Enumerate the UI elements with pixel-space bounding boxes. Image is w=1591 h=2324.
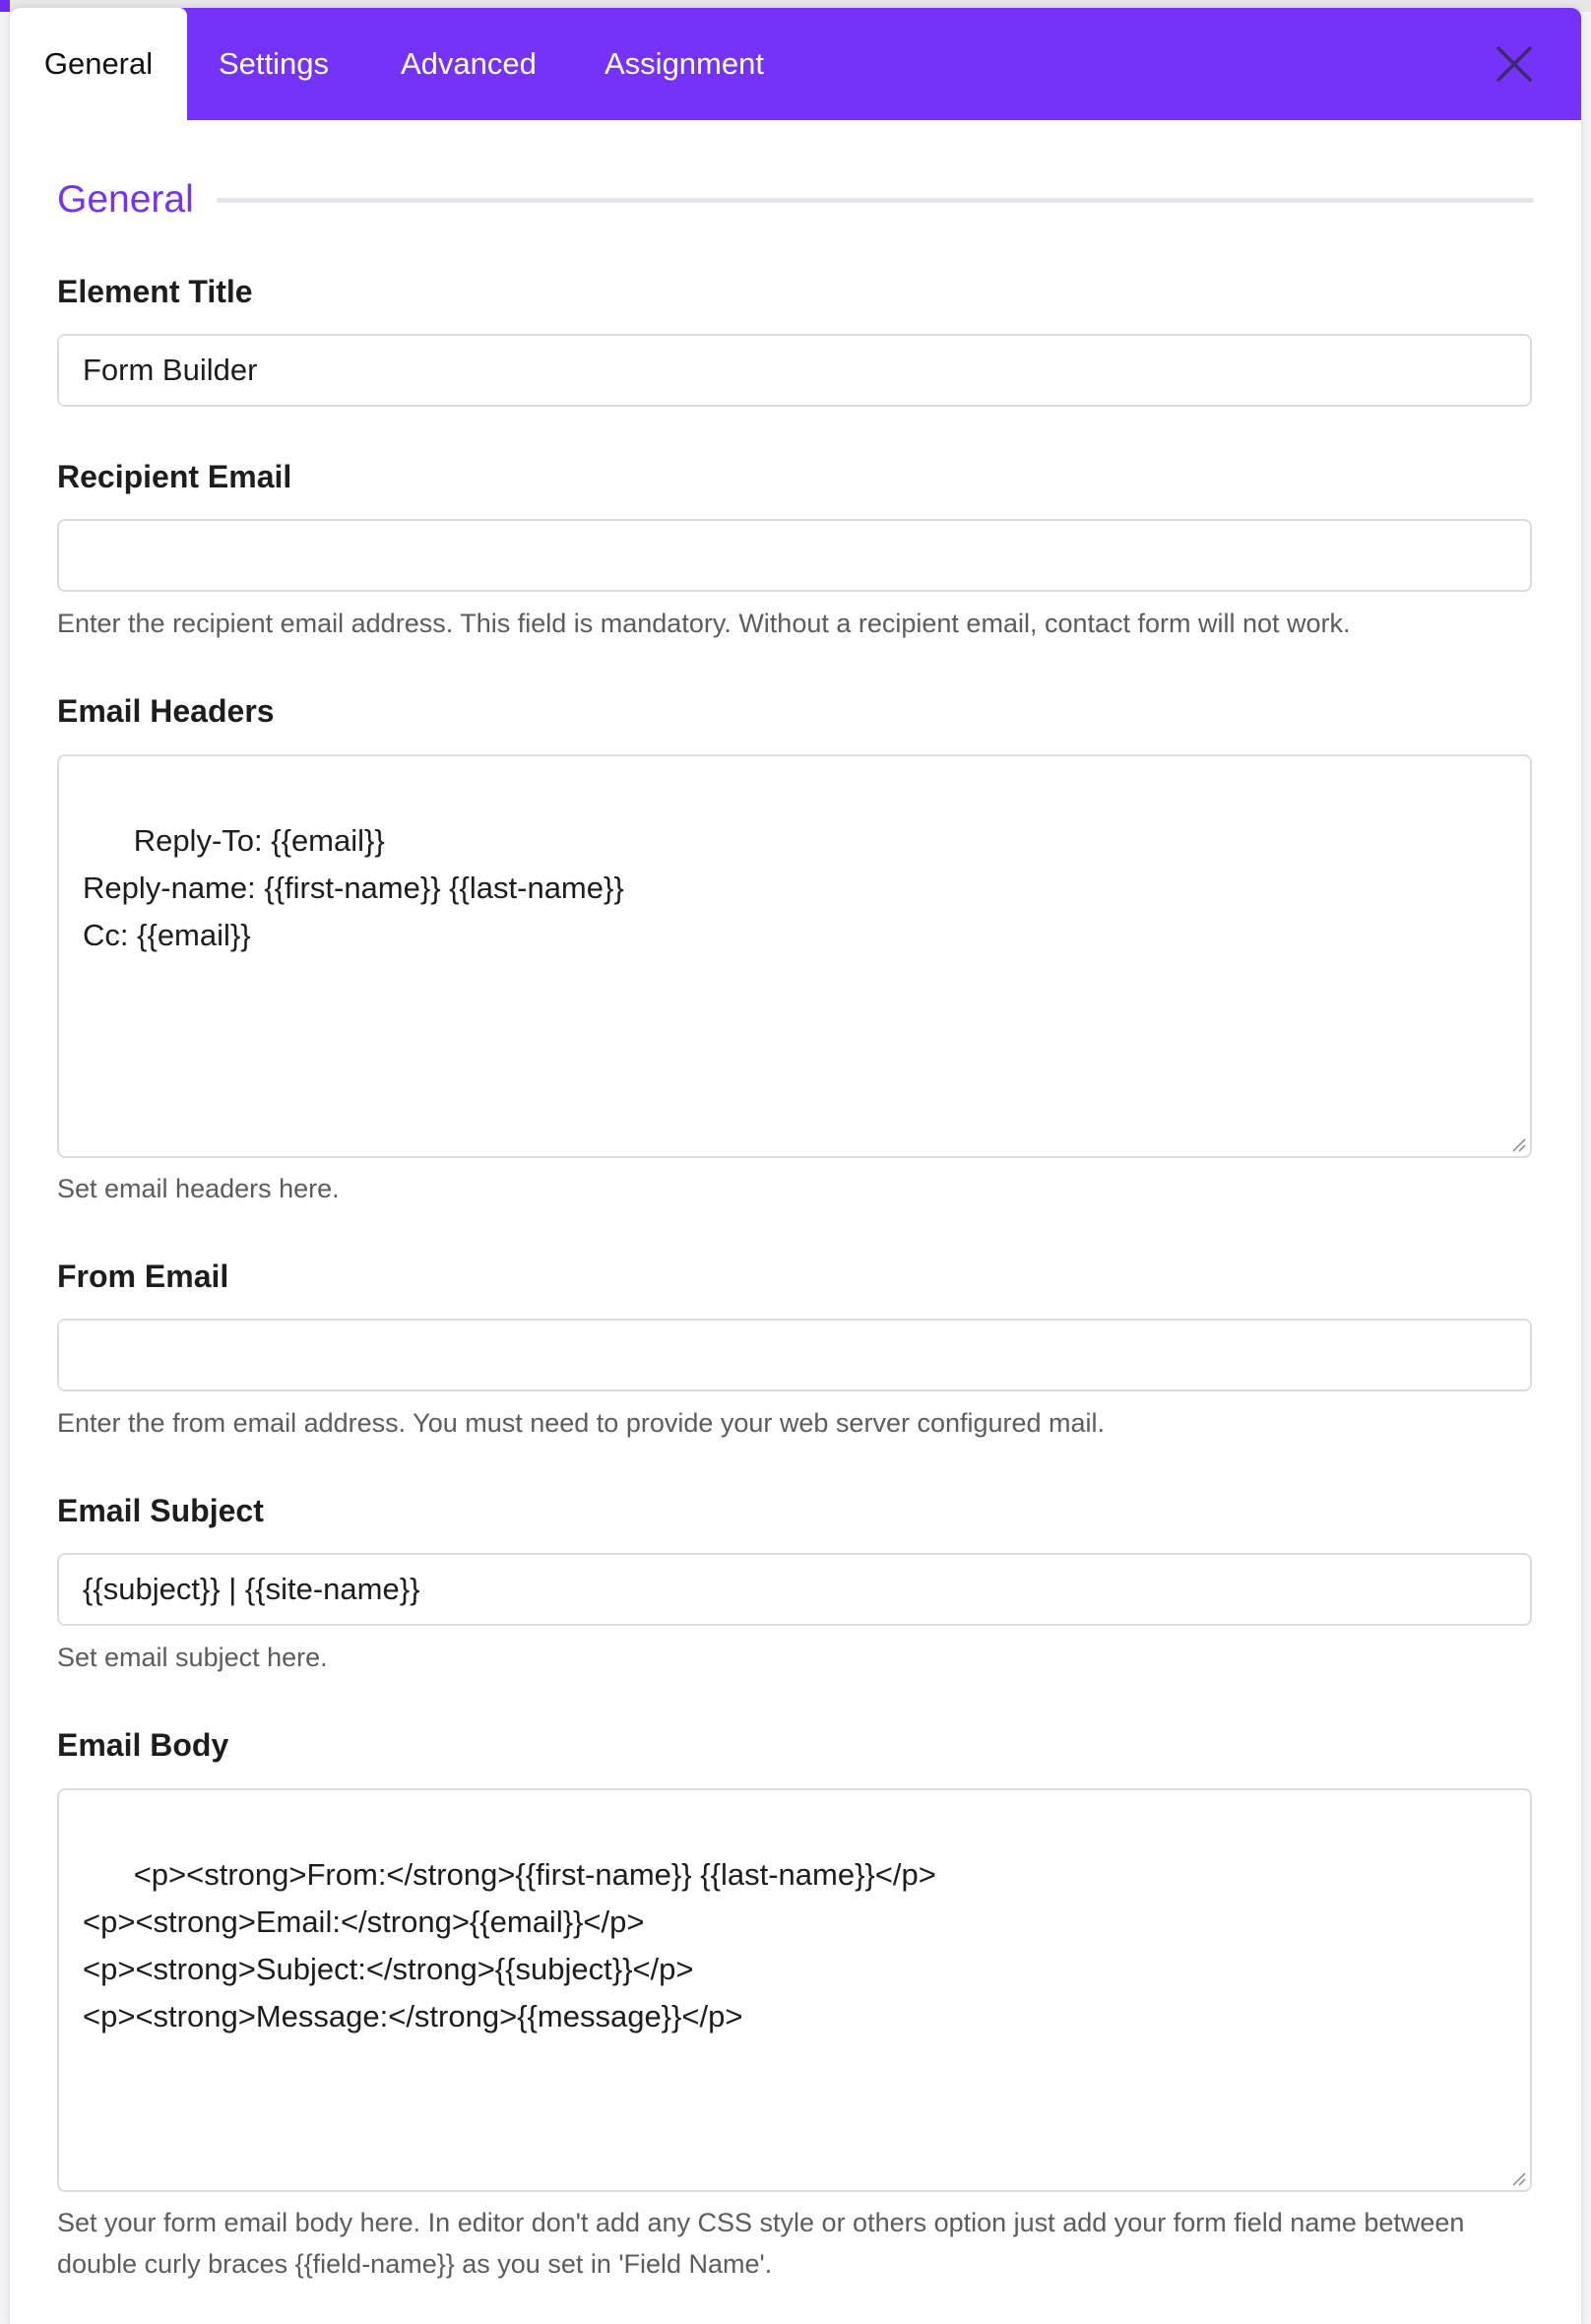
section-divider	[217, 198, 1534, 203]
section-title: General	[57, 178, 194, 221]
resize-grip-icon[interactable]	[1510, 1136, 1526, 1152]
close-button[interactable]	[1495, 44, 1534, 84]
from-email-label: From Email	[57, 1259, 229, 1294]
email-subject-input[interactable]: {{subject}} | {{site-name}}	[57, 1553, 1532, 1626]
email-headers-textarea[interactable]	[57, 754, 1532, 1158]
tab-settings[interactable]: Settings	[219, 46, 330, 81]
element-title-input[interactable]: Form Builder	[57, 334, 1532, 407]
resize-grip-icon[interactable]	[1510, 2170, 1526, 2186]
element-settings-modal	[10, 8, 1581, 2324]
from-email-help: Enter the from email address. You must need to provide your web server configured mail.	[57, 1408, 1106, 1438]
recipient-email-label: Recipient Email	[57, 459, 292, 494]
email-headers-label: Email Headers	[57, 693, 275, 729]
email-headers-help: Set email headers here.	[57, 1174, 340, 1203]
element-title-label: Element Title	[57, 274, 253, 309]
recipient-email-input[interactable]	[57, 519, 1532, 592]
email-subject-label: Email Subject	[57, 1493, 264, 1528]
email-subject-help: Set email subject here.	[57, 1643, 328, 1672]
email-body-textarea[interactable]	[57, 1788, 1532, 2192]
from-email-input[interactable]	[57, 1319, 1532, 1391]
email-headers-text: Reply-To: {{email}} Reply-name: {{first-name}} {{last-name}} Cc: {{email}}	[83, 823, 624, 952]
tab-general[interactable]: General	[10, 8, 187, 122]
email-body-text: <p><strong>From:</strong>{{first-name}} {{last-name}}</p> <p><strong>Email:</strong>{{email}}</p> <p><strong>Subject:</strong>{{subject}}</p> <p><strong>Message:</strong>{{message}}</p>	[83, 1857, 936, 2034]
tab-assignment[interactable]: Assignment	[605, 46, 764, 81]
close-icon	[1495, 44, 1534, 84]
email-body-label: Email Body	[57, 1727, 229, 1763]
section-header	[57, 175, 1534, 225]
recipient-email-help: Enter the recipient email address. This field is mandatory. Without a recipient email, contact form will not work.	[57, 609, 1351, 638]
email-body-help: Set your form email body here. In editor don't add any CSS style or others option just add your form field name between double curly braces {{field-name}} as you set in 'Field Name'.	[57, 2208, 1465, 2279]
modal-tab-bar	[10, 8, 1581, 120]
background-accent	[0, 0, 10, 12]
tab-advanced[interactable]: Advanced	[401, 46, 537, 81]
